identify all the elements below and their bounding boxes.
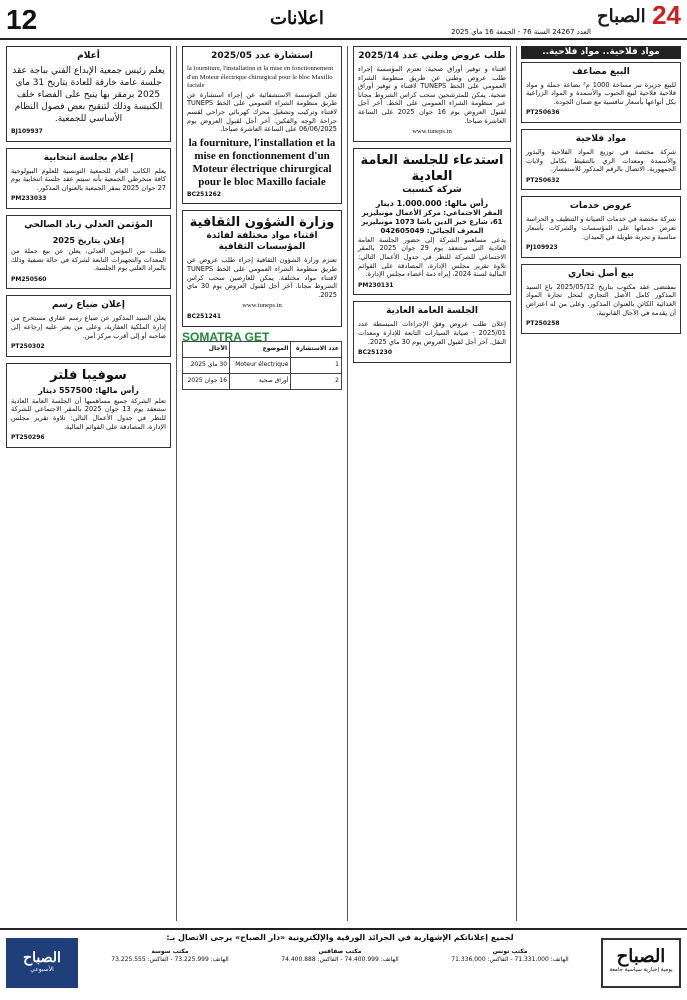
ad-box (521, 264, 681, 334)
sofipa-text: تعلم الشركة جميع مساهميها أن الجلسة العامة العادية ستنعقد يوم 13 جوان 2025 بالمقر الاجتماعي للشركة للنظر في جدول الأعمال التالي: تلاوة تقرير مجلس الإدارة، المصادقة على القوائم المالية. (11, 396, 166, 431)
tender-title: طلب عروض وطني عدد 2025/14 (358, 51, 506, 61)
ad-heading: بيع أصل تجاري (568, 268, 634, 279)
ministry-text: تعتزم وزارة الشؤون الثقافية إجراء طلب عروض عن طريق منظومة الشراء العمومي على الخط TUNEPS لاقتناء مواد مختلفة. يمكن للعارضين سحب كراس الشروط مجانا. آخر أجل لقبول العروض يوم 30 ماي 2025. (187, 256, 337, 299)
bailiff-text: بطلب من المؤتمن العدلي، يعلن عن بيع جملة من المعدات والتجهيزات التابعة لشركة في حالة تصفية وذلك بالمزاد العلني يوم الجلسة. (11, 246, 166, 273)
ad-ref: BC251241 (187, 312, 222, 320)
lost-deed-text: يعلن السيد المذكور عن ضياع رسم عقاري مستخرج من إدارة الملكية العقارية، وعلى من يعثر عليه إرجاعه إلى صاحبه أو إلى أقرب مركز أمن. (11, 314, 166, 340)
issue-line: العدد 24267 السنة 76 - الجمعة 16 ماي 2025 (451, 28, 591, 36)
office-sousse (90, 948, 250, 964)
office-contact: الهاتف: 71.331.000 - الفاكس: 71.336.000 (451, 956, 569, 963)
consultation-title: استشارة عدد 2025/05 (211, 51, 313, 61)
ad-text: شركة مختصة في توزيع المواد الفلاحية والبذور والأسمدة ومعدات الري بالتنقيط بكامل ولايات الجمهورية. الاتصال بالرقم المذكور للاستفسار. (526, 147, 676, 174)
page-footer (0, 928, 687, 1000)
office-tunis (430, 948, 590, 964)
footer-logo-sub: الأسبوعي (30, 966, 54, 973)
table-header: عدد الاستشارة (291, 342, 342, 358)
newspaper-logo (595, 2, 681, 30)
ad-ref: PM233033 (11, 195, 47, 203)
ad-heading: مواد فلاحية (575, 133, 627, 144)
company-capital: رأس مالها: 1.000.000 دينار (375, 198, 489, 208)
meeting-ad-2 (353, 301, 511, 362)
table-cell: 16 جوان 2025 (183, 374, 230, 390)
column-banner: مواد فلاحية.. مواد فلاحية.. (521, 46, 681, 59)
ad-ref: BC251230 (358, 349, 393, 357)
ad-text: شركة مختصة في خدمات الصيانة و التنظيف و الحراسة تعرض خدماتها على المؤسسات والشركات بأسعار مناسبة و تجربة طويلة في الميدان. (526, 215, 676, 241)
table-header-row (183, 342, 342, 358)
office-title: مكتب تونس (492, 948, 528, 955)
tender-ad (353, 46, 511, 142)
election-title: إعلام بجلسة انتخابية (43, 152, 134, 163)
ad-ref: PJ109923 (526, 244, 558, 252)
column-rule (516, 46, 517, 921)
company-register: المعرف الجبائي: 042605049 (380, 226, 484, 235)
ad-heading: عروض خدمات (569, 201, 633, 212)
column-rule (176, 46, 177, 921)
consultation-subtitle-fr: la fourniture, l'installation et la mise en fonctionnement d'un Moteur électrique chirurgical pour le bloc Maxillo faciale (187, 65, 334, 90)
column-notices (6, 46, 171, 921)
ad-ref: BJ109937 (11, 128, 43, 135)
table-header: الموضوع (230, 342, 291, 358)
lost-deed-title: إعلان ضياع رسم (51, 300, 125, 311)
consultation-ad (182, 46, 342, 204)
notice-title: أعلام (77, 51, 100, 61)
office-contact: الهاتف: 73.225.999 - الفاكس: 73.225.555 (111, 956, 229, 963)
ad-ref: PM230131 (358, 281, 394, 289)
table-header: الآجال (183, 342, 230, 358)
meeting-title: استدعاء للجلسة العامة العادية (360, 152, 504, 184)
column-consultation (182, 46, 342, 921)
ministry-subtitle: اقتناء مواد مختلفة لفائدة المؤسسات الثقافية (206, 231, 318, 253)
table-cell: أوراق صحية (230, 374, 291, 390)
tender-link[interactable]: www.tuneps.tn (412, 128, 452, 136)
consultation-table (182, 341, 342, 390)
table-cell: Moteur électrique (230, 358, 291, 374)
table-row (183, 358, 342, 374)
sofipa-capital: رأس مالها: 557500 دينار (38, 385, 139, 395)
footer-logo-title: الصباح (23, 950, 61, 966)
bailiff-ad (6, 215, 171, 289)
bailiff-title: المؤتمن العدلي زياد الصالحي (24, 219, 153, 230)
ad-ref: PT250296 (11, 434, 45, 442)
office-title: مكتب صفاقس (318, 948, 362, 955)
column-rule (347, 46, 348, 921)
election-ad (6, 148, 171, 209)
notice-text: يعلم رئيس جمعية الإبداع الفني بباجة عقد جلسة عامة خارقة للعادة بتاريخ 31 ماي 2025 برمقر بها ينبح على الفضاء خلف الكنيسة وذلك لتنقيح بعض فصول النظام الأساسي للجمعية. (12, 66, 165, 124)
bailiff-subtitle: إعلان بتاريخ 2025 (52, 235, 125, 245)
consultation-text: تعلن المؤسسة الاستشفائية عن إجراء استشارة عن طريق منظومة الشراء العمومي على الخط TUNEPS لاقتناء وتركيب وتشغيل محرك كهربائي جراحي لقسم جراحة الوجه والفكين. آخر أجل لقبول العروض يوم 06/06/2025 على الساعة العاشرة صباحا. (187, 90, 337, 134)
consultation-fr-big: la fourniture, l'installation et la mise en fonctionnement d'un Moteur électrique chirurgical pour le bloc Maxillo faciale (188, 136, 336, 188)
ad-box (521, 196, 681, 257)
tender-text: اقتناء و توفير أوراق صحية: تعتزم المؤسسة إجراء طلب عروض وطني عن طريق منظومة الشراء العمومي على الخط TUNEPS لاقتناء و توفير أوراق صحية. يمكن للمترشحين سحب كراس الشروط مجانا عبر منظومة الشراء العمومي على الخط. آخر أجل لقبول العروض يوم 16 جوان 2025 على الساعة العاشرة صباحا. (358, 65, 506, 125)
ministry-title: وزارة الشؤون الثقافية (189, 215, 335, 231)
ad-heading: البيع مضاعف (572, 66, 630, 77)
footer-logo-right (601, 938, 681, 988)
ad-ref: PT250302 (11, 343, 45, 351)
column-agri-ads (521, 46, 681, 921)
ad-ref: PT250258 (526, 320, 560, 328)
ad-box (521, 62, 681, 123)
ad-text: بمقتضى عقد مكتوب بتاريخ 2025/05/12 باع السيد المذكور كامل الأصل التجاري لمحل تجارة المواد الغذائية الكائن بالعنوان المذكور. وعلى من له اعتراض أن يقدمه في الآجال القانونية. (526, 282, 676, 317)
meeting-text: إعلان طلب عروض وفق الإجراءات المبسطة عدد 2025/01 - صيانة السيارات التابعة للإدارة ومعدات النقل. آخر أجل لقبول العروض يوم 30 ماي 2025. (358, 320, 506, 346)
office-contact: الهاتف: 74.400.999 - الفاكس: 74.400.888 (281, 956, 399, 963)
sofipa-title: سوفيبا فلتر (50, 367, 127, 383)
meeting-text: يدعى مساهمو الشركة إلى حضور الجلسة العامة العادية التي ستنعقد يوم 29 جوان 2025 بالمقر الاجتماعي للشركة للنظر في جدول الأعمال التالي: تلاوة تقرير مجلس الإدارة، المصادقة على القوائم المالية لسنة 2024، إبراء ذمة أعضاء مجلس الإدارة. (358, 235, 506, 279)
table-cell: 30 ماي 2025 (183, 358, 230, 374)
meeting-ad (353, 148, 511, 296)
footer-offices (90, 948, 590, 964)
logo-word: الصباح (597, 6, 646, 27)
sofipa-ad (6, 363, 171, 448)
page-number: 12 (6, 4, 38, 35)
culture-ad (182, 210, 342, 326)
ad-ref: BC251262 (187, 190, 222, 198)
ad-box (521, 129, 681, 190)
meeting-title: الجلسة العامة العادية (386, 306, 478, 317)
ministry-link[interactable]: www.tuneps.tn (242, 302, 282, 310)
office-title: مكتب سوسة (151, 948, 189, 955)
notice-ad (6, 46, 171, 142)
ad-text: للبيع جزيرة تبر مساحة 1000 م² بضاعة جملة و مواد فلاحية فلاحية لبيع الحبوب والأسمدة و المواد الزراعية بكل أنواعها بأسعار تنافسية مع ضمان الجودة. (526, 80, 676, 106)
lost-deed-ad (6, 295, 171, 356)
logo-number: 24 (652, 0, 681, 30)
table-cell: 2 (291, 374, 342, 390)
column-tenders (353, 46, 511, 921)
footer-logo-title: الصباح (616, 946, 666, 967)
ad-ref: PT250632 (526, 176, 560, 184)
footer-headline: لجميع إعلاناتكم الإشهارية في الجرائد الورقية والإلكترونية «دار الصباح» يرجى الاتصال بـ: (166, 933, 514, 942)
office-sfax (260, 948, 420, 964)
table-cell: 1 (291, 358, 342, 374)
election-text: يعلم الكاتب العام للجمعية التونسية للعلوم البيولوجية كافة منخرطي الجمعية بأنه سيتم عقد جلسة انتخابية يوم 27 جوان 2025 بمقر الجمعية بالعنوان المذكور. (11, 166, 166, 192)
page-header (0, 0, 687, 40)
ad-ref: PT250636 (526, 109, 560, 117)
section-title: اعلانات (270, 8, 324, 29)
footer-logo-sub: يومية إخبارية سياسية جامعة (609, 967, 673, 973)
company-address: المقر الاجتماعي: مركز الأعمال مونبليزير 61، شارع خير الدين باشا 1073 مونبليزير (361, 208, 503, 226)
company-name: شركة كنسبت (402, 184, 462, 195)
ad-ref: PM250560 (11, 275, 47, 283)
table-row (183, 374, 342, 390)
somatra-logo: SOMATRA GET (182, 329, 270, 344)
footer-logo-left (6, 938, 78, 988)
